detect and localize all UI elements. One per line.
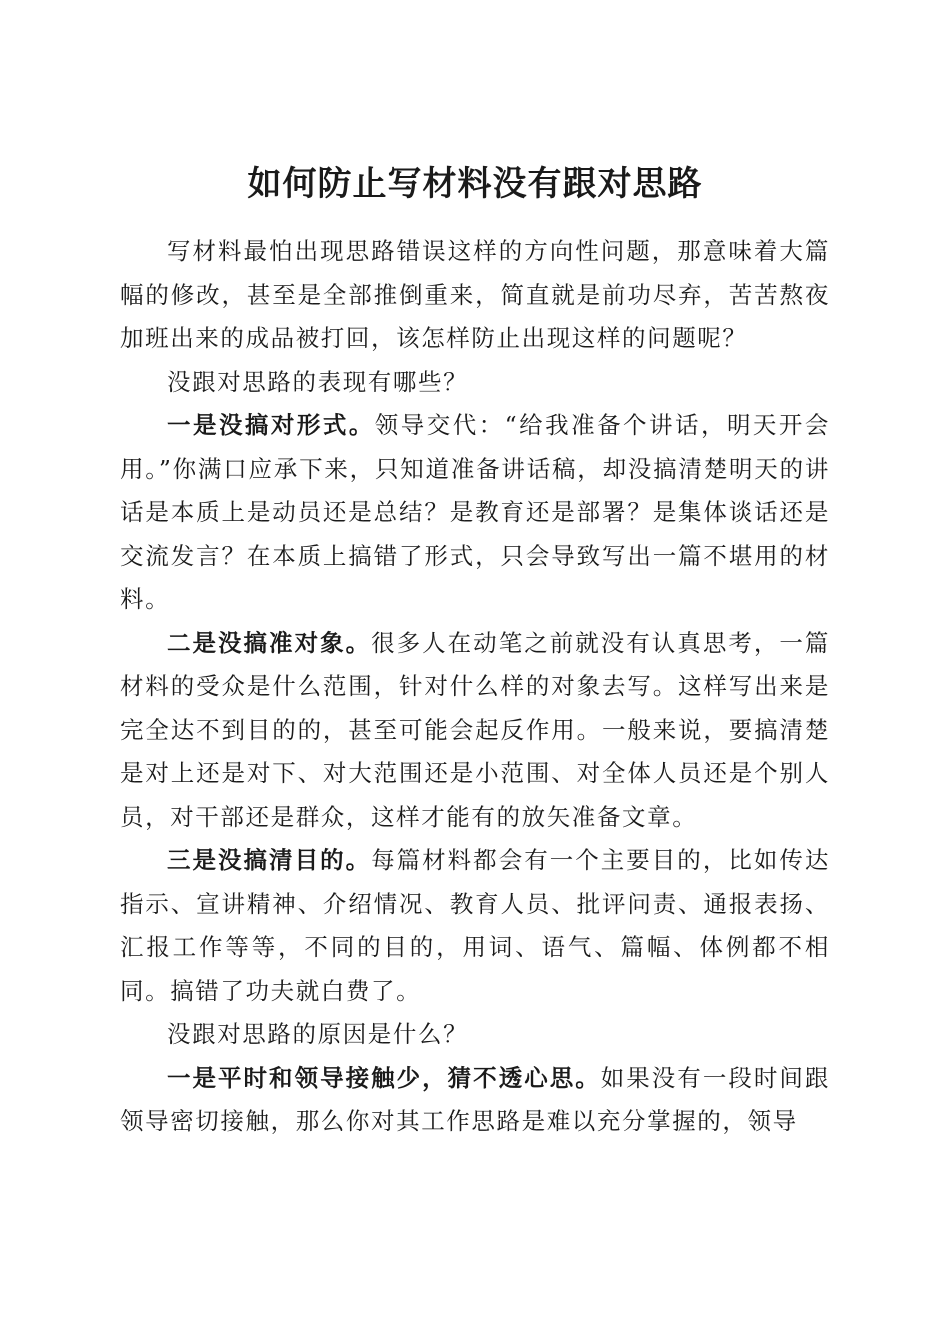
- reason-text-contact: 如果没有一段时间跟领导密切接触，那么你对其工作思路是难以充分掌握的，领导: [120, 1063, 830, 1135]
- point-lead-form: 一是没搞对形式。: [167, 411, 375, 439]
- point-paragraph-purpose: [120, 839, 830, 1013]
- point-text-form: 领导交代：“给我准备个讲话，明天开会用。”你满口应承下来，只知道准备讲话稿，却没搞清楚明天的讲话是本质上是动员还是总结？是教育还是部署？是集体谈话还是交流发言？在本质上搞错了形式，只会导致写出一篇不堪用的材料。: [120, 411, 830, 613]
- section-heading-causes: 没跟对思路的原因是什么？: [167, 1020, 469, 1048]
- section-heading-manifestations: 没跟对思路的表现有哪些？: [167, 367, 469, 396]
- reason-paragraph-contact: [120, 1057, 830, 1144]
- point-text-audience: 很多人在动笔之前就没有认真思考，一篇材料的受众是什么范围，针对什么样的对象去写。这样写出来是完全达不到目的的，甚至可能会起反作用。一般来说，要搞清楚是对上还是对下、对大范围还是小范围、对全体人员还是个别人员，对干部还是群众，这样才能有的放矢准备文章。: [120, 628, 830, 831]
- point-paragraph-form: [120, 404, 830, 622]
- point-lead-audience: 二是没搞准对象。: [167, 628, 372, 657]
- intro-paragraph: 写材料最怕出现思路错误这样的方向性问题，那意味着大篇幅的修改，甚至是全部推倒重来，简直就是前功尽弃，苦苦熬夜加班出来的成品被打回，该怎样防止出现这样的问题呢？: [120, 237, 830, 352]
- document-body: [120, 230, 830, 1144]
- point-lead-purpose: 三是没搞清目的。: [167, 846, 372, 874]
- reason-lead-contact: 一是平时和领导接触少，猜不透心思。: [167, 1063, 601, 1092]
- point-paragraph-audience: [120, 622, 830, 840]
- document-title: 如何防止写材料没有跟对思路: [247, 163, 703, 204]
- point-text-purpose: 每篇材料都会有一个主要目的，比如传达指示、宣讲精神、介绍情况、教育人员、批评问责、通报表扬、汇报工作等等，不同的目的，用词、语气、篇幅、体例都不相同。搞错了功夫就白费了。: [120, 846, 830, 1005]
